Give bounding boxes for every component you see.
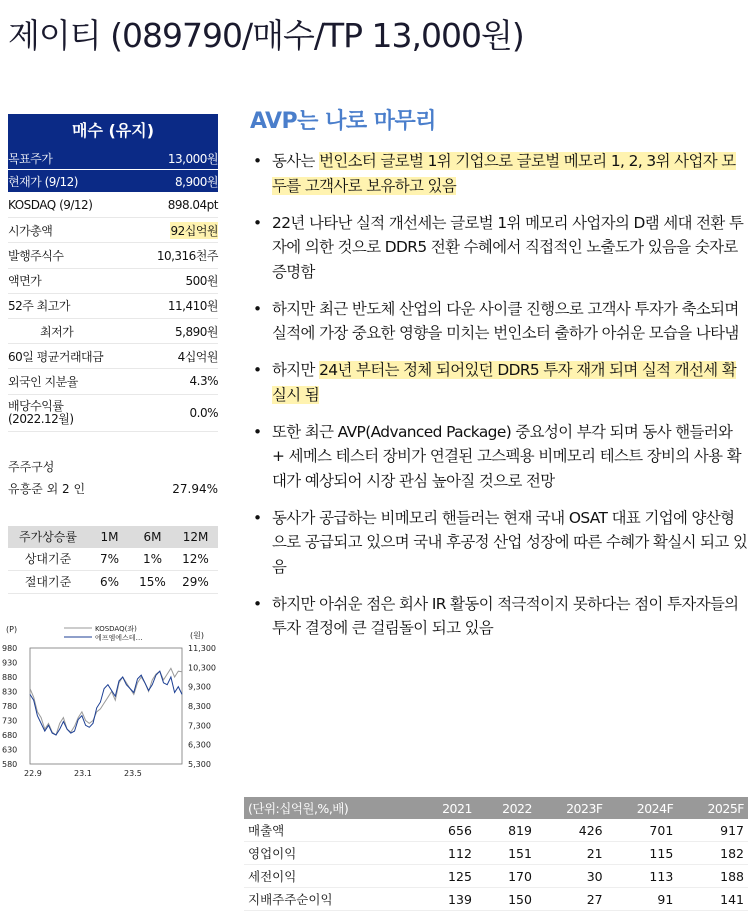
stock-info-value: 10,316천주	[156, 248, 218, 263]
bullet-item	[248, 420, 748, 494]
performance-row	[8, 571, 218, 594]
series-line-1	[30, 671, 182, 735]
left-tick-label: 780	[2, 702, 18, 711]
performance-header-cell: 12M	[182, 529, 209, 544]
financial-header-cell: 2022	[476, 797, 536, 819]
shareholders-title: 주주구성	[8, 459, 55, 474]
bullet-item	[248, 211, 748, 285]
financial-cell: 30	[536, 865, 607, 888]
left-tick-label: 880	[2, 673, 18, 682]
bullet-dot: •	[253, 422, 262, 441]
financial-cell: 지배주주순이익	[244, 888, 416, 911]
stock-info-label: 배당수익률 (2022.12월)	[8, 398, 74, 426]
right-tick-label: 11,300	[188, 644, 216, 653]
left-axis-unit: (P)	[6, 625, 18, 634]
stock-info-row	[8, 170, 218, 193]
performance-cell: 상대기준	[24, 552, 72, 566]
stock-info-label: 52주 최고가	[8, 299, 70, 314]
stock-info-label: KOSDAQ (9/12)	[8, 198, 93, 213]
bullet-text: 하지만 아쉬운 점은 회사 IR 활동이 적극적이지 못하다는 점이 투자자들의 투자 결정에 큰 걸림돌이 되고 있음	[272, 594, 739, 637]
stock-info-value: 92십억원	[170, 223, 218, 238]
financial-cell: 917	[677, 819, 748, 842]
bullet-dot: •	[253, 361, 262, 379]
financial-cell: 139	[416, 888, 476, 911]
x-tick-label: 23.1	[74, 769, 92, 778]
bullet-dot: •	[253, 299, 262, 318]
left-tick-label: 730	[2, 716, 18, 726]
bullet-text: 하지만 최근 반도체 산업의 다운 사이클 진행으로 고객사 투자가 축소되며 실적에 가장 중요한 영향을 미치는 번인소터 출하가 아쉬운 모습을 나타냄	[272, 299, 739, 342]
performance-header-cell: 6M	[143, 529, 162, 544]
financial-header-cell: 2025F	[677, 797, 748, 819]
financial-cell: 426	[536, 819, 607, 842]
stock-info-row	[8, 319, 218, 344]
financial-cell: 141	[677, 888, 748, 911]
bullet-text: 22년 나타난 실적 개선세는 글로벌 1위 메모리 사업자의 D램 세대 전환 투자에 의한 것으로 DDR5 전환 수혜에서 직접적인 노출도가 있음을 숫자로 증명함	[272, 213, 744, 281]
performance-cell: 1%	[142, 551, 163, 566]
stock-info-row	[8, 344, 218, 369]
financial-cell: 182	[677, 842, 748, 865]
legend-label: 에프엠에스테…	[95, 634, 143, 642]
stock-info-value: 5,890원	[175, 324, 218, 339]
performance-header-cell: 1M	[100, 529, 119, 544]
performance-header-cell: 주가상승률	[19, 530, 77, 544]
rating-badge: 매수 (유지)	[8, 114, 218, 147]
financial-cell: 매출액	[244, 819, 416, 842]
performance-cell: 29%	[182, 574, 209, 589]
financial-header-cell: 2023F	[536, 797, 607, 819]
bullet-item	[248, 506, 748, 580]
bullet-dot: •	[253, 213, 262, 232]
stock-info-value: 4십억원	[177, 349, 218, 364]
performance-cell: 7%	[99, 551, 120, 566]
stock-info-value: 11,410원	[167, 299, 218, 314]
stock-info-value: 898.04pt	[167, 198, 218, 213]
financial-cell: 27	[536, 888, 607, 911]
bullet-text: 동사가 공급하는 비메모리 핸들러는 현재 국내 OSAT 대표 기업에 양산형으로 공급되고 있으며 국내 후공정 산업 성장에 따른 수혜가 확실시 되고 있음	[272, 508, 748, 576]
shareholder-row	[8, 478, 218, 500]
stock-info-row	[8, 395, 218, 432]
analysis-section	[248, 104, 748, 653]
right-tick-label: 10,300	[188, 663, 216, 673]
financial-row	[244, 842, 748, 865]
stock-info-label: 최저가	[40, 324, 74, 339]
financial-cell: 150	[476, 888, 536, 911]
bullet-item	[248, 149, 748, 198]
financial-cell: 656	[416, 819, 476, 842]
right-axis-unit: (원)	[190, 631, 204, 640]
shareholder-value: 27.94%	[172, 481, 218, 496]
right-tick-label: 5,300	[188, 760, 211, 769]
financial-row	[244, 888, 748, 911]
bullet-item	[248, 358, 748, 407]
left-tick-label: 630	[2, 745, 18, 755]
stock-info-label: 외국인 지분율	[8, 374, 78, 389]
financial-cell: 819	[476, 819, 536, 842]
financial-cell: 91	[607, 888, 678, 911]
stock-info-value: 8,900원	[175, 174, 218, 189]
financial-cell: 영업이익	[244, 842, 416, 865]
financial-cell: 151	[476, 842, 536, 865]
performance-cell: 절대기준	[24, 575, 72, 589]
stock-info-row	[8, 294, 218, 319]
section-heading: AVP는 나로 마무리	[250, 109, 437, 134]
right-tick-label: 9,300	[188, 682, 211, 692]
stock-info-row	[8, 218, 218, 243]
stock-info-label: 60일 평균거래대금	[8, 349, 104, 364]
stock-info-value: 0.0%	[189, 405, 218, 420]
bullet-dot: •	[253, 152, 262, 170]
stock-info-row	[8, 369, 218, 394]
stock-summary-panel	[8, 114, 218, 594]
bullet-text: 하지만	[272, 361, 320, 379]
bullet-item	[248, 592, 748, 641]
financial-header-cell: 2021	[416, 797, 476, 819]
financial-cell: 세전이익	[244, 865, 416, 888]
performance-cell: 15%	[139, 574, 166, 589]
stock-info-label: 시가총액	[8, 223, 53, 238]
stock-info-table	[8, 147, 218, 432]
legend-label: KOSDAQ(좌)	[95, 625, 137, 633]
financial-cell: 21	[536, 842, 607, 865]
bullet-text: 또한 최근 AVP(Advanced Package) 중요성이 부각 되며 동사 핸들러와 + 세메스 테스터 장비가 연결된 고스펙용 비메모리 테스트 장비의 사용 확대가 예상되어 시장 관심 높아질 것으로 전망	[272, 422, 741, 490]
bullet-text: 동사는	[272, 152, 320, 170]
stock-info-value: 4.3%	[189, 374, 218, 389]
financial-cell: 701	[607, 819, 678, 842]
stock-info-label: 현재가 (9/12)	[8, 174, 78, 189]
stock-price-chart	[0, 620, 230, 780]
performance-row	[8, 548, 218, 571]
performance-cell: 12%	[182, 551, 209, 566]
shareholders-table	[8, 478, 218, 500]
highlighted-text: 24년 부터는 정체 되어있던 DDR5 투자 재개 되며 실적 개선세 확실시 됨	[272, 361, 737, 404]
stock-info-label: 발행주식수	[8, 248, 64, 263]
financial-cell: 125	[416, 865, 476, 888]
bullet-dot: •	[253, 508, 262, 527]
chart-frame	[30, 648, 182, 764]
financial-header-cell: 2024F	[607, 797, 678, 819]
right-tick-label: 7,300	[188, 721, 211, 731]
financial-cell: 170	[476, 865, 536, 888]
report-title: 제이티 (089790/매수/TP 13,000원)	[8, 16, 524, 55]
right-tick-label: 6,300	[188, 740, 211, 750]
stock-info-row	[8, 193, 218, 218]
financial-cell: 188	[677, 865, 748, 888]
performance-table	[8, 526, 218, 594]
financial-cell: 115	[607, 842, 678, 865]
left-tick-label: 580	[2, 760, 18, 769]
financial-header-cell: (단위:십억원,%,배)	[244, 797, 416, 819]
performance-header	[8, 526, 218, 548]
financial-cell: 112	[416, 842, 476, 865]
left-tick-label: 830	[2, 687, 18, 697]
financial-row	[244, 865, 748, 888]
x-tick-label: 23.5	[124, 769, 142, 778]
bullet-dot: •	[253, 594, 262, 613]
bullet-list	[248, 149, 748, 641]
left-tick-label: 680	[2, 731, 18, 740]
stock-info-label: 목표주가	[8, 151, 53, 166]
stock-info-row	[8, 269, 218, 294]
shareholder-name: 유흥준 외 2 인	[8, 481, 86, 496]
left-tick-label: 980	[2, 644, 18, 653]
stock-info-row	[8, 243, 218, 268]
stock-info-row	[8, 147, 218, 170]
performance-cell: 6%	[99, 574, 120, 589]
stock-info-value: 500원	[185, 274, 218, 289]
right-tick-label: 8,300	[188, 702, 211, 711]
financial-summary-table	[244, 797, 748, 911]
financial-cell: 113	[607, 865, 678, 888]
stock-info-value: 13,000원	[167, 151, 218, 166]
series-line-0	[30, 668, 182, 735]
highlighted-text: 번인소터 글로벌 1위 기업으로 글로벌 메모리 1, 2, 3위 사업자 모두를 고객사로 보유하고 있음	[272, 152, 736, 195]
bullet-item	[248, 297, 748, 346]
x-tick-label: 22.9	[24, 769, 42, 778]
stock-info-label: 액면가	[8, 274, 42, 289]
financial-row	[244, 819, 748, 842]
left-tick-label: 930	[2, 658, 18, 668]
